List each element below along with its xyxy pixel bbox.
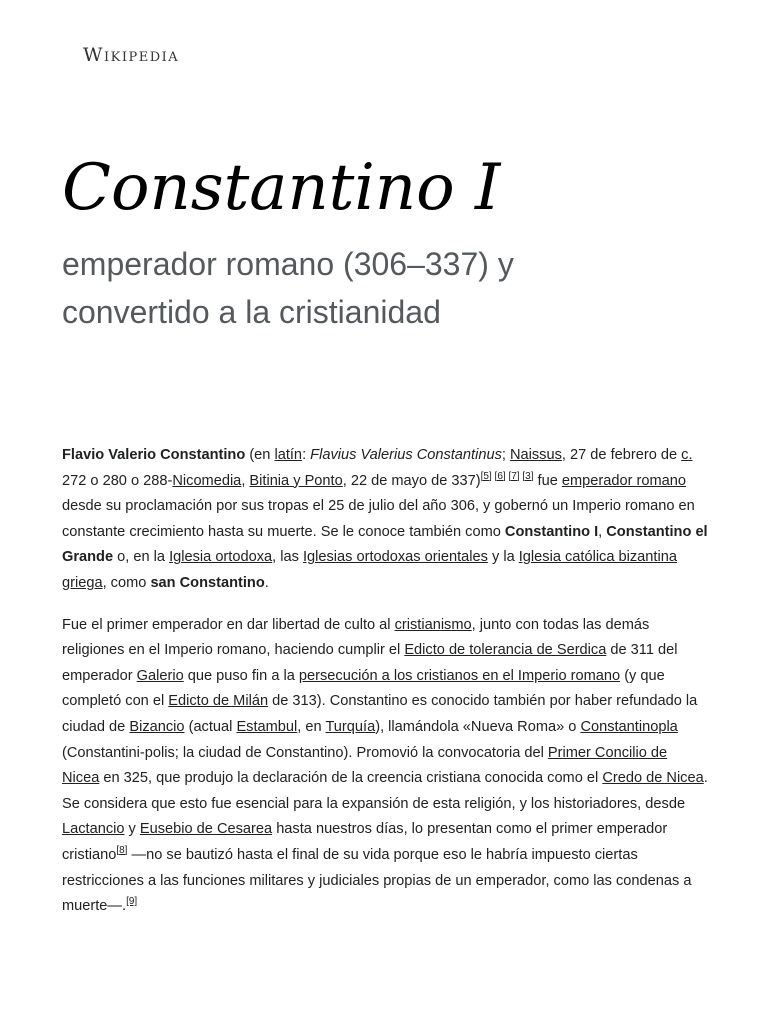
page-title: Constantino I [62,151,501,225]
text: y la [487,549,519,566]
text: : [302,447,311,463]
text: , en [297,718,326,735]
link-nicomedia[interactable]: Nicomedia [172,472,242,489]
text: en 325, que produjo la declaración de la creencia cristiana conocida como el [99,770,603,787]
link-persecucion[interactable]: persecución a los cristianos en el Imperio romano [298,667,621,684]
link-iglesias-ortodoxas-orientales[interactable]: Iglesias ortodoxas orientales [302,549,488,566]
link-primer-concilio-nicea[interactable]: Primer Concilio de Nicea [62,744,668,787]
paragraph-history [62,613,708,920]
text: hasta nuestros días, lo presentan como el primer emperador cristiano [62,821,668,863]
page-subtitle: emperador romano (306–337) y convertido a la cristianidad [62,246,514,330]
link-lactancio[interactable]: Lactancio [62,821,125,838]
text: (actual [184,718,237,735]
reference-3[interactable]: [3] [522,470,534,482]
link-edicto-serdica[interactable]: Edicto de tolerancia de Serdica [404,642,607,659]
italic-text: Flavius Valerius Constantinus [310,447,502,463]
link-turquia[interactable]: Turquía [325,718,376,735]
reference-9[interactable]: [9] [126,896,138,908]
text: , [241,472,250,489]
link-emperador-romano[interactable]: emperador romano [561,472,687,489]
text: fue [533,472,562,489]
bold-text: Flavio Valerio Constantino [62,447,246,463]
text: o, en la [113,549,170,566]
article-body [62,443,708,936]
link-galerio[interactable]: Galerio [136,667,184,684]
link-circa[interactable]: c. [681,447,693,463]
text: (y que completó con el [62,667,665,710]
link-credo-nicea[interactable]: Credo de Nicea [602,770,704,787]
text: (en [245,447,275,463]
link-iglesia-ortodoxa[interactable]: Iglesia ortodoxa [169,549,273,566]
text: que puso fin a la [183,667,299,684]
reference-sup [481,471,534,482]
link-naissus[interactable]: Naissus [509,447,562,463]
link-bitinia-y-ponto[interactable]: Bitinia y Ponto [249,472,343,489]
text: , las [272,549,303,566]
link-eusebio-cesarea[interactable]: Eusebio de Cesarea [139,821,273,838]
reference-5[interactable]: [5] [480,470,492,482]
text: y [124,821,140,838]
text: de 311 del emperador [62,642,678,684]
text: , como [102,574,151,591]
text: , 22 de mayo de 337) [342,472,481,489]
paragraph-intro [62,443,708,597]
text: , 27 de febrero de [561,447,682,463]
text: (Constantini-polis; la ciudad de Constantino). Promovió la convocatoria del [62,744,548,761]
bold-text: Constantino I [504,523,599,540]
text: desde su proclamación por sus tropas el 25 de julio del año 306, y gobernó un Imperio romano en constante crecimiento hasta su muerte. Se le conoce también como [62,498,695,540]
link-latin[interactable]: latín [274,447,303,463]
text: , [598,523,607,540]
text: ; [501,447,510,463]
link-constantinopla[interactable]: Constantinopla [580,718,678,735]
reference-6[interactable]: [6] [494,470,506,482]
link-iglesia-catolica-bizantina[interactable]: Iglesia católica bizantina griega [62,549,677,591]
reference-sup [126,896,137,907]
link-cristianismo[interactable]: cristianismo [394,616,472,633]
wikipedia-logo[interactable]: Wikipedia [83,44,180,66]
reference-sup [116,845,127,856]
text: Fue el primer emperador en dar libertad de culto al [62,616,395,633]
text: 272 o 280 o 288- [62,472,173,489]
link-edicto-milan[interactable]: Edicto de Milán [168,693,269,710]
text: , junto con todas las demás religiones en el Imperio romano, haciendo cumplir el [62,616,650,659]
link-estambul[interactable]: Estambul [236,718,298,735]
bold-text: Constantino el Grande [62,523,708,566]
text: ), llamándola «Nueva Roma» o [375,718,581,735]
reference-7[interactable]: [7] [508,470,520,482]
link-bizancio[interactable]: Bizancio [129,718,185,735]
reference-8[interactable]: [8] [116,844,128,856]
text: de 313). Constantino es conocido también por haber refundado la ciudad de [62,693,698,735]
text: . Se considera que esto fue esencial para la expansión de esta religión, y los historiadores, desde [62,770,708,812]
bold-text: san Constantino [150,574,265,591]
text: —no se bautizó hasta el final de su vida porque eso le habría impuesto ciertas restricciones a las funciones militares y judiciales propias de un emperador, como las condenas a muerte—. [62,846,692,915]
text: . [264,574,269,591]
